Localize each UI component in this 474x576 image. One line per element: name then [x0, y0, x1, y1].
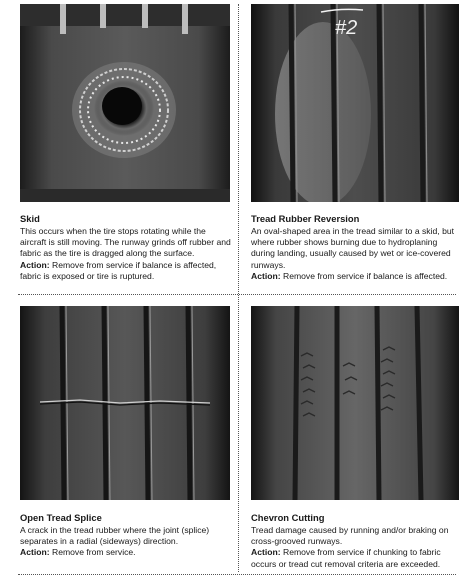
chevron-description: Tread damage caused by running and/or braking on cross-grooved runways. — [251, 525, 449, 547]
reversion-caption — [251, 213, 461, 282]
splice-description: A crack in the tread rubber where the joint (splice) separates in a radial (sideways) direction. — [20, 525, 210, 547]
skid-title: Skid — [20, 213, 40, 224]
skid-tire-photo — [20, 4, 230, 202]
splice-action-text: Remove from service. — [52, 547, 136, 558]
reversion-tire-photo — [251, 4, 459, 202]
splice-title: Open Tread Splice — [20, 512, 102, 523]
chevron-action-text: Remove from service if chunking to fabric occurs or tread cut removal criteria are exceeded. — [251, 547, 441, 569]
reversion-description: An oval-shaped area in the tread similar to a skid, but where rubber shows burning due to hydroplaning during landing, usually caused by wet or ice-covered runways. — [251, 226, 455, 270]
skid-description: This occurs when the tire stops rotating while the aircraft is still moving. The runway grinds off rubber and fabric as the tire is dragged along the surface. — [20, 226, 231, 259]
skid-action-label: Action: — [20, 259, 50, 270]
chevron-tire-photo — [251, 306, 459, 500]
chevron-title: Chevron Cutting — [251, 512, 325, 523]
vertical-divider — [238, 4, 239, 572]
chevron-caption — [251, 512, 463, 570]
chevron-action-label: Action: — [251, 547, 281, 558]
reversion-title: Tread Rubber Reversion — [251, 213, 360, 224]
horizontal-divider — [18, 294, 456, 295]
skid-caption — [20, 213, 232, 282]
splice-action-label: Action: — [20, 547, 50, 558]
tire-number-label: #2 — [335, 17, 358, 39]
skid-action-text: Remove from service if balance is affected, fabric is exposed or tire is ruptured. — [20, 259, 217, 281]
reversion-action-label: Action: — [251, 270, 281, 281]
splice-tire-photo — [20, 306, 230, 500]
splice-caption — [20, 512, 232, 559]
reversion-action-text: Remove from service if balance is affected. — [283, 270, 448, 281]
bottom-divider — [18, 574, 456, 575]
